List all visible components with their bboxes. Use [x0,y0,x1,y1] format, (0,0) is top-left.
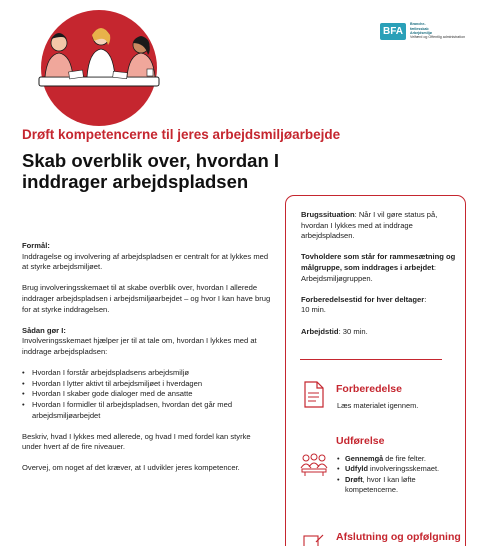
usage-info [301,210,461,348]
usage-situation: Brugssituation: Når I vil gøre status på, hvordan I lykkes med at inddrage arbejdspladsen. [301,210,438,241]
list-item: • Hvordan I forstår arbejdspladsens arbejdsmiljø [22,368,272,379]
forberedelse-text: Læs materialet igennem. [337,401,419,410]
bfa-logo [380,20,472,42]
bfa-badge: BFA [380,23,406,40]
follow-up-icon [303,533,325,546]
purpose-paragraph-1: Inddragelse og involvering af arbejdspladsen er centralt for at lykkes med at styrke arbejdsmiljøet. [22,251,269,272]
document-icon [303,381,325,408]
purpose-heading: Formål: [22,241,50,250]
udfoerelse-list [337,454,462,496]
list-item: • Hvordan I formidler til arbejdspladsen, hvordan det går med arbejdsmiljøarbejdet [22,400,272,421]
udfoerelse-title: Udførelse [336,435,385,447]
forberedelse-title: Forberedelse [336,383,402,395]
afslutning-title: Afslutning og opfølgning [336,531,461,543]
panel-divider [300,359,442,360]
page-kicker: Drøft kompetencerne til jeres arbejdsmiljøarbejde [22,127,341,142]
left-column [22,241,272,485]
describe-paragraph: Beskriv, hvad I lykkes med allerede, og hvad I med fordel kan styrke under hvert af de fire niveauer. [22,431,251,452]
howto-intro: Involveringsskemaet hjælper jer til at tale om, hvordan I lykkes med at inddrage arbejdspladsen: [22,336,257,356]
usage-audience: Tovholdere som står for rammesætning og målgruppe, som inddrages i arbejdet: Arbejdsmiljøgruppen. [301,252,456,283]
list-item: • Hvordan I skaber gode dialoger med de ansatte [22,389,272,400]
usage-work-time: Arbejdstid: 30 min. [301,326,368,336]
list-item: • Drøft, hvor I kan løfte kompetencerne. [337,475,462,496]
bfa-wordmark: Branche- fællesskab Arbejdsmiljø Velfærd og Offentlig administration [410,22,466,40]
list-item: • Hvordan I lytter aktivt til arbejdsmiljøet i hverdagen [22,379,272,390]
group-meeting-icon [300,452,328,476]
consider-paragraph: Overvej, om noget af det kræver, at I udvikler jeres kompetencer. [22,463,240,473]
howto-list [22,368,272,421]
howto-heading: Sådan gør I: [22,325,66,335]
purpose-paragraph-2: Brug involveringsskemaet til at skabe overblik over, hvordan I allerede inddrager arbejdspladsen i arbejdsmiljøarbejdet – og hvor I kan have brug for at styrke inddragelsen. [22,283,271,314]
list-item: • Udfyld involveringsskemaet. [337,464,462,474]
list-item: • Gennemgå de fire felter. [337,454,462,464]
usage-prep-time: Forberedelsestid for hver deltager: 10 min. [301,294,427,315]
team-meeting-illustration [29,9,169,127]
page-title: Skab overblik over, hvordan I inddrager arbejdspladsen [22,150,280,192]
